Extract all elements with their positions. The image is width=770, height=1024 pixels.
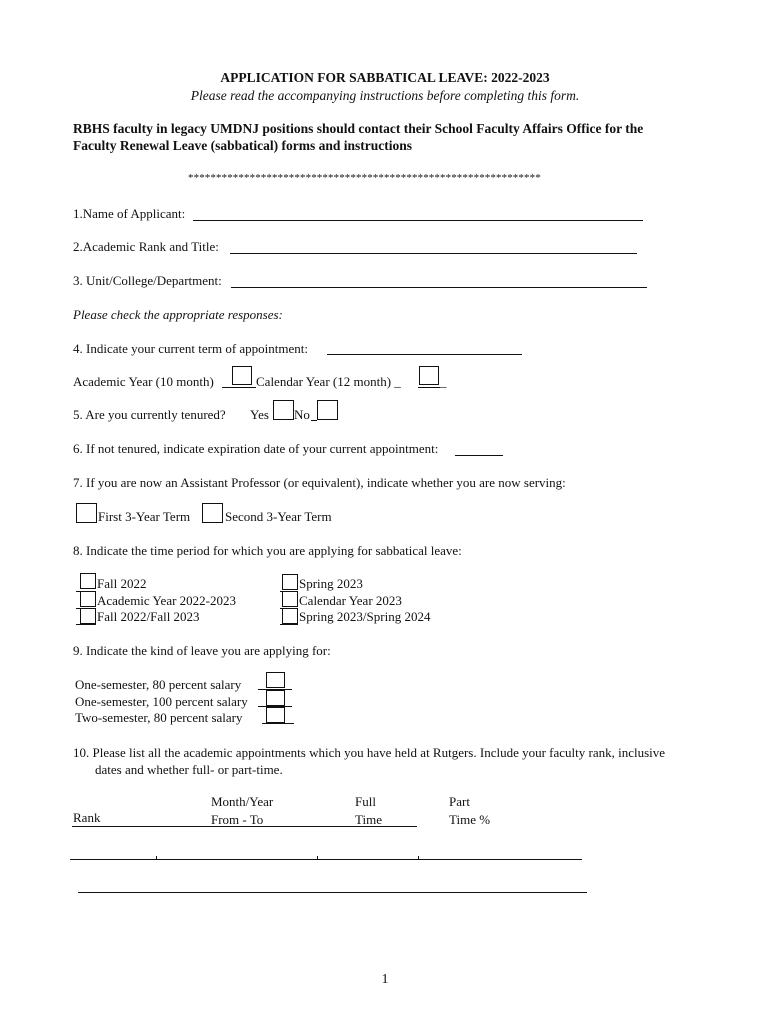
calendar-year-underline: [418, 387, 440, 388]
q10-label-line-1: 10. Please list all the academic appointments which you have held at Rutgers. Include your faculty rank, inclusive: [73, 745, 666, 760]
q1-label: 1.Name of Applicant:: [73, 206, 186, 221]
col-time-percent: Time %: [449, 812, 491, 827]
tenured-no-underline: [311, 420, 317, 421]
q2-label: 2.Academic Rank and Title:: [73, 239, 219, 254]
appointment-row-2[interactable]: [78, 892, 587, 893]
col-from-to: From - To: [211, 812, 264, 827]
q10-label-line-2: dates and whether full- or part-time.: [95, 762, 283, 777]
two-semester-80-label: Two-semester, 80 percent salary: [75, 710, 243, 725]
academic-year-2022-label: Academic Year 2022-2023: [97, 593, 236, 608]
row-1-divider-3: [418, 856, 419, 860]
spring-2023-spring-2024-label: Spring 2023/Spring 2024: [299, 609, 431, 624]
first-term-label: First 3-Year Term: [98, 509, 191, 524]
form-subtitle: Please read the accompanying instructions before completing this form.: [190, 88, 580, 103]
form-title: APPLICATION FOR SABBATICAL LEAVE: 2022-2023: [220, 70, 550, 85]
row-1-divider-1: [156, 856, 157, 860]
spring-2023-label: Spring 2023: [299, 576, 363, 591]
spring-2023-spring-2024-checkbox[interactable]: [282, 608, 298, 624]
notice-line-1: RBHS faculty in legacy UMDNJ positions should contact their School Faculty Affairs Office for the: [73, 121, 644, 136]
two-semester-80-underline: [262, 723, 294, 724]
q4-label: 4. Indicate your current term of appointment:: [73, 341, 309, 356]
department-field[interactable]: [231, 287, 647, 288]
one-semester-80-checkbox[interactable]: [266, 672, 285, 688]
tenured-yes-checkbox[interactable]: [273, 400, 294, 420]
two-semester-80-checkbox[interactable]: [266, 707, 285, 723]
separator-stars: ***************************************************************: [188, 172, 541, 184]
calendar-year-2023-checkbox[interactable]: [282, 591, 298, 607]
calendar-year-label: Calendar Year (12 month) _: [256, 374, 401, 389]
fall-2022-fall-2023-checkbox[interactable]: [80, 608, 96, 624]
second-term-label: Second 3-Year Term: [225, 509, 332, 524]
page-number: 1: [381, 972, 389, 987]
fall-2022-label: Fall 2022: [97, 576, 147, 591]
academic-rank-field[interactable]: [230, 253, 637, 254]
col-full: Full: [355, 794, 376, 809]
calendar-year-trail: _: [440, 374, 447, 389]
calendar-year-2023-label: Calendar Year 2023: [299, 593, 402, 608]
term-of-appointment-field[interactable]: [327, 354, 522, 355]
second-term-checkbox[interactable]: [202, 503, 223, 523]
tenured-no-label: No: [294, 407, 310, 422]
col-time: Time: [355, 812, 382, 827]
row-1-divider-2: [317, 856, 318, 860]
academic-year-2022-checkbox[interactable]: [80, 591, 96, 607]
tenured-yes-label: Yes: [250, 407, 269, 422]
fall-2022-fall-2023-underline: [76, 624, 96, 625]
table-header-underline: [72, 826, 417, 827]
q8-label: 8. Indicate the time period for which you are applying for sabbatical leave:: [73, 543, 462, 558]
expiration-date-field[interactable]: [455, 455, 503, 456]
col-rank: Rank: [73, 810, 101, 825]
appointment-row-1[interactable]: [70, 859, 582, 860]
q5-label: 5. Are you currently tenured?: [73, 407, 226, 422]
applicant-name-field[interactable]: [193, 220, 643, 221]
spring-2023-checkbox[interactable]: [282, 574, 298, 590]
tenured-no-checkbox[interactable]: [317, 400, 338, 420]
q7-label: 7. If you are now an Assistant Professor (or equivalent), indicate whether you are now serving:: [73, 475, 566, 490]
one-semester-100-checkbox[interactable]: [266, 690, 285, 706]
one-semester-100-label: One-semester, 100 percent salary: [75, 694, 248, 709]
academic-year-checkbox[interactable]: [232, 366, 252, 385]
spring-2023-spring-2024-underline: [280, 624, 298, 625]
fall-2022-checkbox[interactable]: [80, 573, 96, 589]
fall-2022-fall-2023-label: Fall 2022/Fall 2023: [97, 609, 200, 624]
instruction-text: Please check the appropriate responses:: [73, 307, 283, 322]
col-part: Part: [449, 794, 470, 809]
calendar-year-checkbox[interactable]: [419, 366, 439, 385]
q9-label: 9. Indicate the kind of leave you are applying for:: [73, 643, 331, 658]
first-term-checkbox[interactable]: [76, 503, 97, 523]
one-semester-80-label: One-semester, 80 percent salary: [75, 677, 242, 692]
notice-line-2: Faculty Renewal Leave (sabbatical) forms and instructions: [73, 138, 412, 153]
q3-label: 3. Unit/College/Department:: [73, 273, 222, 288]
col-month-year: Month/Year: [211, 794, 274, 809]
q6-label: 6. If not tenured, indicate expiration date of your current appointment:: [73, 441, 439, 456]
academic-year-label: Academic Year (10 month): [73, 374, 214, 389]
academic-year-underline: [222, 387, 256, 388]
